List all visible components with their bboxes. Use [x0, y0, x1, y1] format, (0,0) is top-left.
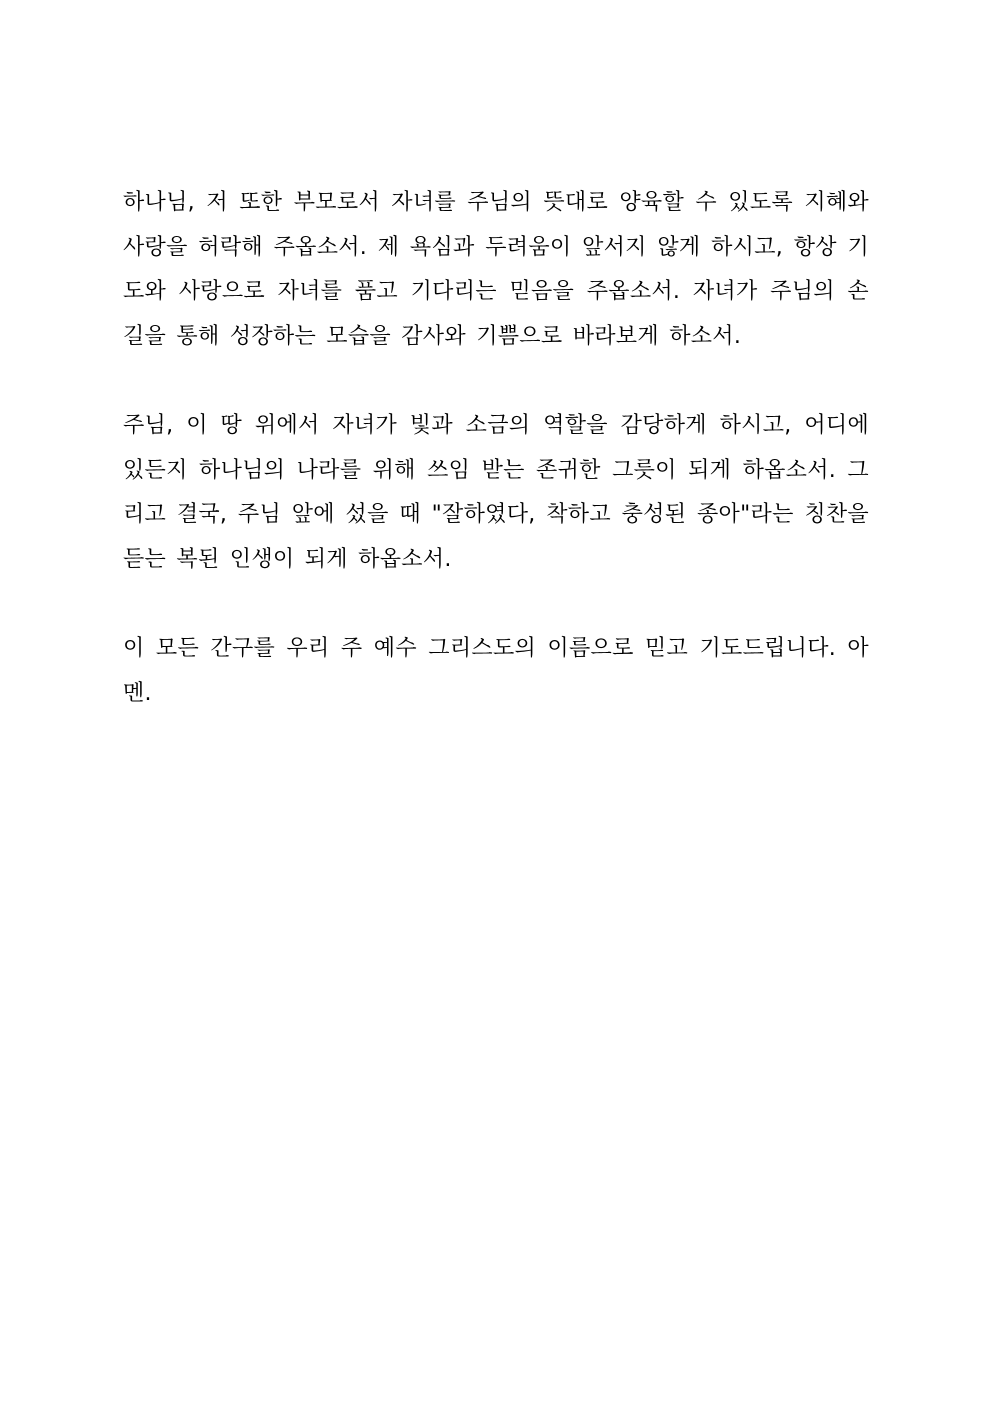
paragraph-parent-prayer: 하나님, 저 또한 부모로서 자녀를 주님의 뜻대로 양육할 수 있도록 지혜와 사랑을 허락해 주옵소서. 제 욕심과 두려움이 앞서지 않게 하시고, 항상 기도와 사랑으로 자녀를 품고 기다리는 믿음을 주옵소서. 자녀가 주님의 손길을 통해 성장하는 모습을 감사와 기쁨으로 바라보게 하소서. — [123, 190, 869, 349]
paragraph-light-and-salt: 주님, 이 땅 위에서 자녀가 빛과 소금의 역할을 감당하게 하시고, 어디에 있든지 하나님의 나라를 위해 쓰임 받는 존귀한 그릇이 되게 하옵소서. 그리고 결국, 주님 앞에 섰을 때 "잘하였다, 착하고 충성된 종아"라는 칭찬을 듣는 복된 인생이 되게 하옵소서. — [123, 412, 869, 572]
document-body — [123, 181, 869, 716]
paragraph-closing-amen: 이 모든 간구를 우리 주 예수 그리스도의 이름으로 믿고 기도드립니다. 아멘. — [123, 635, 869, 706]
